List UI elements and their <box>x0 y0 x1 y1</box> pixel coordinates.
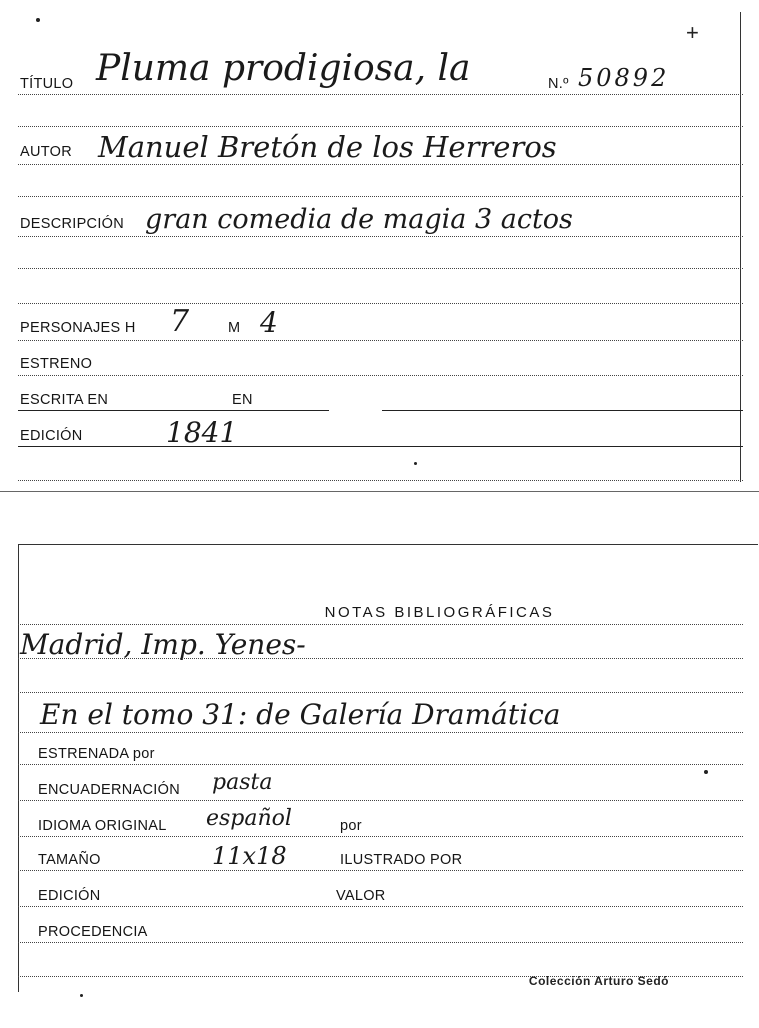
note-line-2: En el tomo 31: de Galería Dramática <box>40 698 561 731</box>
note-line-1: Madrid, Imp. Yenes- <box>20 628 306 661</box>
ilustrado-label: ILUSTRADO POR <box>340 852 463 868</box>
rule-procedencia <box>18 942 743 943</box>
personajes-h-value: 7 <box>170 304 190 339</box>
edicion-label-back: EDICIÓN <box>38 888 101 904</box>
catalog-card-front <box>0 0 759 495</box>
rule-edicion <box>18 446 743 447</box>
ink-dot <box>80 994 83 997</box>
rule-descripcion <box>18 236 743 237</box>
personajes-m-label: M <box>228 320 241 336</box>
rule-encuadernacion <box>18 800 743 801</box>
numero-value: 50892 <box>578 64 670 92</box>
rule-personajes <box>18 340 743 341</box>
tamano-label: TAMAÑO <box>38 852 101 868</box>
rule-estreno <box>18 375 743 376</box>
ink-dot <box>36 18 40 22</box>
rule-blank-1 <box>18 126 743 127</box>
descripcion-value: gran comedia de magia 3 actos <box>145 204 573 235</box>
ink-dot <box>704 770 708 774</box>
rule-note-2 <box>18 732 743 733</box>
card-border-right <box>740 12 741 482</box>
rule-titulo <box>18 94 743 95</box>
rule-escrita-right <box>382 410 743 411</box>
edicion-value: 1841 <box>166 416 238 449</box>
card-border-top <box>18 544 758 545</box>
rule-heading <box>18 624 743 625</box>
rule-note-blank <box>18 692 743 693</box>
descripcion-label: DESCRIPCIÓN <box>20 216 125 232</box>
procedencia-label: PROCEDENCIA <box>38 924 148 940</box>
rule-blank-2 <box>18 196 743 197</box>
idioma-por-label: por <box>340 818 362 834</box>
titulo-label: TÍTULO <box>20 76 74 92</box>
escrita-label: ESCRITA EN <box>20 392 109 408</box>
coleccion-note: Colección Arturo Sedó <box>528 974 669 988</box>
estreno-label: ESTRENO <box>20 356 93 372</box>
rule-blank-5 <box>18 480 743 481</box>
rule-blank-3 <box>18 268 743 269</box>
personajes-m-value: 4 <box>260 306 278 339</box>
rule-tamano <box>18 870 743 871</box>
estrenada-label: ESTRENADA por <box>38 746 155 762</box>
card-border-left <box>18 544 19 992</box>
catalog-card-back <box>0 540 759 1028</box>
rule-idioma <box>18 836 743 837</box>
rule-autor <box>18 164 743 165</box>
plus-mark: + <box>686 20 699 45</box>
rule-note-1 <box>18 658 743 659</box>
edicion-label: EDICIÓN <box>20 428 83 444</box>
personajes-label: PERSONAJES H <box>20 320 136 336</box>
rule-escrita-left <box>18 410 329 411</box>
rule-blank-4 <box>18 303 743 304</box>
autor-value: Manuel Bretón de los Herreros <box>98 130 557 164</box>
idioma-label: IDIOMA ORIGINAL <box>38 818 167 834</box>
card-separator <box>0 491 759 492</box>
rule-estrenada <box>18 764 743 765</box>
tamano-value: 11x18 <box>212 842 287 870</box>
ink-dot <box>414 462 417 465</box>
rule-edicion-back <box>18 906 743 907</box>
idioma-value: español <box>206 806 292 831</box>
numero-label: N.º <box>548 76 569 92</box>
encuadernacion-value: pasta <box>212 770 273 795</box>
titulo-value: Pluma prodigiosa, la <box>96 48 471 89</box>
escrita-en-label: EN <box>232 392 253 408</box>
notas-heading: NOTAS BIBLIOGRÁFICAS <box>324 604 555 621</box>
encuadernacion-label: ENCUADERNACIÓN <box>38 782 180 798</box>
valor-label: VALOR <box>336 888 386 904</box>
autor-label: AUTOR <box>20 144 72 160</box>
